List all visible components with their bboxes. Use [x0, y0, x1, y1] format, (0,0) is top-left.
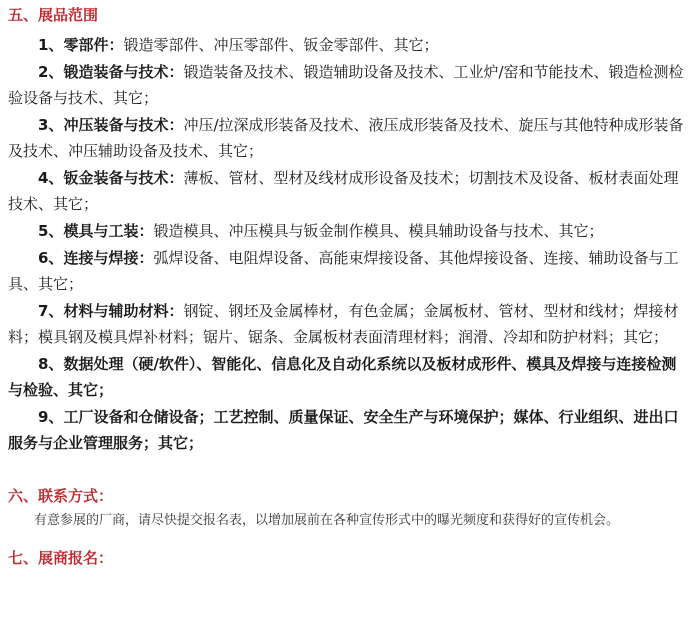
list-item — [8, 112, 687, 164]
item-number: 7、 — [38, 302, 64, 320]
item-number: 4、 — [38, 169, 64, 187]
list-item — [8, 59, 687, 111]
section-spacer — [8, 457, 687, 485]
item-title: 钣金装备与技术： — [63, 169, 184, 187]
item-title: 连接与焊接： — [63, 249, 154, 267]
item-title: 工厂设备和仓储设备；工艺控制、质量保证、安全生产与环境保护；媒体、行业组织、进出口服务与企业管理服务；其它； — [8, 408, 679, 452]
item-title: 零部件： — [63, 36, 124, 54]
item-number: 9、 — [38, 408, 64, 426]
item-description: 弧焊设备、电阻焊设备、高能束焊接设备、其他焊接设备、连接、辅助设备与工具、其它； — [8, 249, 679, 293]
list-item — [8, 404, 687, 456]
item-number: 1、 — [38, 36, 64, 54]
section-5-heading: 五、展品范围 — [8, 6, 99, 24]
item-description: 锻造模具、冲压模具与钣金制作模具、模具辅助设备与技术、其它； — [153, 222, 604, 240]
list-item — [8, 351, 687, 403]
item-title: 锻造装备与技术： — [63, 63, 184, 81]
item-number: 2、 — [38, 63, 64, 81]
list-item — [8, 245, 687, 297]
section-6-heading: 六、联系方式： — [8, 487, 114, 505]
item-description: 锻造零部件、冲压零部件、钣金零部件、其它； — [123, 36, 439, 54]
item-description: 薄板、管材、型材及线材成形设备及技术；切割技术及设备、板材表面处理技术、其它； — [8, 169, 679, 213]
item-number: 6、 — [38, 249, 64, 267]
item-description: 锻造装备及技术、锻造辅助设备及技术、工业炉/窑和节能技术、锻造检测检验设备与技术、其它； — [8, 63, 684, 107]
list-item — [8, 218, 687, 244]
item-title: 数据处理（硬/软件）、智能化、信息化及自动化系统以及板材成形件、模具及焊接与连接检测与检验、其它； — [8, 355, 677, 399]
list-item — [8, 165, 687, 217]
item-description: 冲压/拉深成形装备及技术、液压成形装备及技术、旋压与其他特种成形装备及技术、冲压辅助设备及技术、其它； — [8, 116, 684, 160]
item-title: 模具与工装： — [63, 222, 154, 240]
item-number: 5、 — [38, 222, 64, 240]
section-spacer — [8, 531, 687, 547]
list-item — [8, 32, 687, 58]
item-number: 3、 — [38, 116, 64, 134]
list-item — [8, 298, 687, 350]
item-number: 8、 — [38, 355, 64, 373]
contact-paragraph: 有意参展的厂商，请尽快提交报名表，以增加展前在各种宣传形式中的曝光频度和获得好的宣传机会。 — [34, 513, 620, 528]
section-7-heading: 七、展商报名： — [8, 549, 114, 567]
item-title: 冲压装备与技术： — [63, 116, 184, 134]
item-title: 材料与辅助材料： — [63, 302, 184, 320]
item-description: 钢锭、钢坯及金属棒材，有色金属；金属板材、管材、型材和线材；焊接材料；模具钢及模具焊补材料；锯片、锯条、金属板材表面清理材料；润滑、冷却和防护材料；其它； — [8, 302, 679, 346]
exhibit-scope-list — [8, 32, 687, 456]
